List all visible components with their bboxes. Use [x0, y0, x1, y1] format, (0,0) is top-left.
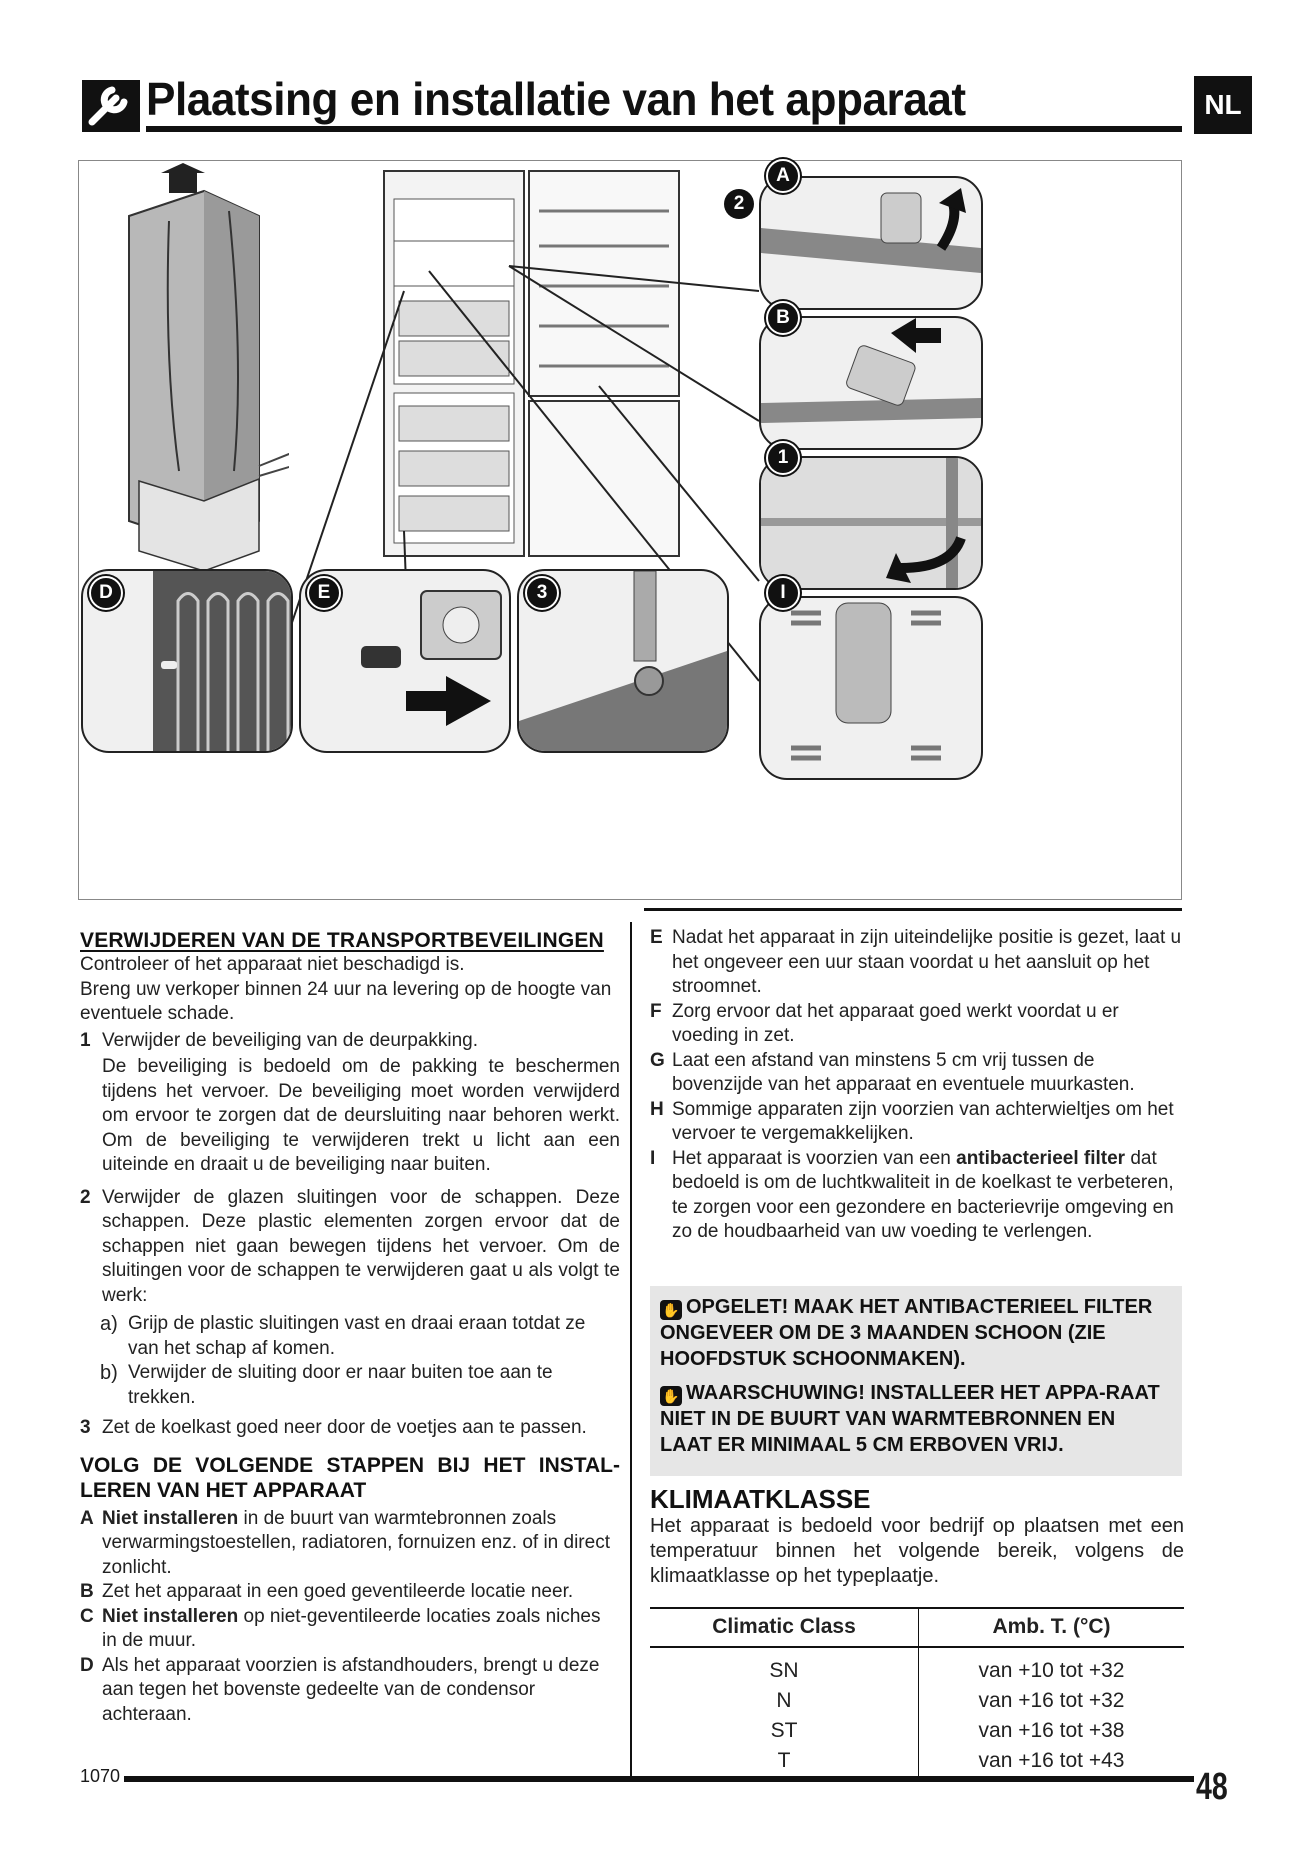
- climate-table: [650, 1607, 1184, 1776]
- document-code: 1070: [80, 1766, 121, 1786]
- install-b: B Zet het apparaat in een goed geventileerde locatie neer.: [80, 1581, 574, 1602]
- install-h: H Sommige apparaten zijn voorzien van achterwieltjes om het vervoer te vergemakkelijken.: [650, 1098, 1174, 1144]
- substep-b: b) Verwijder de sluiting door er naar buiten toe aan te trekken.: [100, 1362, 553, 1408]
- panel-b: [759, 316, 983, 450]
- install-g: G Laat een afstand van minstens 5 cm vrij tussen de bovenzijde van het apparaat en eventuele muurkasten.: [650, 1049, 1135, 1095]
- page-title: Plaatsing en installatie van het apparaat: [146, 73, 966, 125]
- install-e: E Nadat het apparaat in zijn uiteindelijke positie is gezet, laat u het ongeveer een uur staan voordat u het aansluit op het stroomnet.: [650, 927, 1182, 997]
- warning-heat-sources: ✋ WAARSCHUWING! INSTALLEER HET APPA-RAAT NIET IN DE BUURT VAN WARMTEBRONNEN EN LAAT ER MINIMAAL 5 CM ERBOVEN VRIJ.: [660, 1382, 1160, 1456]
- installation-illustration: [78, 160, 1182, 900]
- table-row: ST van +16 tot +38: [650, 1716, 1184, 1746]
- badge-2: 2: [724, 189, 754, 219]
- install-f: F Zorg ervoor dat het apparaat goed werkt voordat u er voeding in zet.: [650, 1000, 1119, 1046]
- warning-box: [650, 1286, 1182, 1476]
- intro-text-2: Breng uw verkoper binnen 24 uur na levering op de hoogte van eventuele schade.: [80, 978, 612, 1024]
- badge-a: A: [766, 159, 800, 193]
- page-number: 48: [1196, 1766, 1228, 1808]
- column-rule: [644, 908, 1182, 911]
- table-header: Amb. T. (°C): [919, 1608, 1185, 1647]
- substep-a: a) Grijp de plastic sluitingen vast en draai eraan totdat ze van het schap af komen.: [100, 1313, 586, 1359]
- hand-stop-icon: ✋: [660, 1300, 682, 1320]
- panel-1: [759, 456, 983, 590]
- badge-1: 1: [766, 441, 800, 475]
- klimaat-text: Het apparaat is bedoeld voor bedrijf op plaatsen met een temperatuur binnen het volgende bereik, volgens de klimaatklasse op het typeplaatje.: [650, 1515, 1184, 1587]
- right-column: [650, 926, 1190, 1245]
- step-1: 1 Verwijder de beveiliging van de deurpakking.: [80, 1029, 479, 1051]
- step-1-detail: De beveiliging is bedoeld om de pakking te beschermen tijdens het vervoer. De beveiliging moet worden verwijderd om ervoor te zorgen dat de deursluiting naar behoren werkt. Om de beveiliging te verwijderen trekt u licht aan een uiteinde en draait u de beveiliging naar buiten.: [102, 1056, 620, 1175]
- badge-b: B: [766, 301, 800, 335]
- badge-e: E: [307, 576, 341, 610]
- install-c: C Niet installeren op niet-geventileerde locaties zoals niches in de muur.: [80, 1605, 601, 1651]
- install-d: D Als het apparaat voorzien is afstandhouders, brengt u deze aan tegen het bovenste gedeelte van de condensor achteraan.: [80, 1654, 600, 1725]
- title-underline: [146, 126, 1182, 132]
- wrench-icon: [82, 80, 140, 132]
- intro-text-1: Controleer of het apparaat niet beschadigd is.: [80, 954, 465, 975]
- klimaat-section: [650, 1484, 1184, 1776]
- install-i: I Het apparaat is voorzien van een antibacterieel filter dat bedoeld is om de luchtkwaliteit in de koelkast te verbeteren, te zorgen voor een gezondere en bacterievrije omgeving en zo de houdbaarheid van uw voeding te verlengen.: [650, 1147, 1174, 1242]
- panel-i: [759, 596, 983, 780]
- left-column: [80, 928, 620, 1727]
- table-row: N van +16 tot +32: [650, 1686, 1184, 1716]
- heading-install: VOLG DE VOLGENDE STAPPEN BIJ HET INSTAL- LEREN VAN HET APPARAAT: [80, 1453, 620, 1502]
- badge-i: I: [766, 576, 800, 610]
- table-row: T van +16 tot +43: [650, 1746, 1184, 1776]
- table-header: Climatic Class: [650, 1608, 919, 1647]
- heading-transport: VERWIJDEREN VAN DE TRANSPORTBEVEILINGEN: [80, 929, 604, 952]
- leader-lines: [79, 161, 1183, 901]
- warning-clean-filter: ✋ OPGELET! MAAK HET ANTIBACTERIEEL FILTER ONGEVEER OM DE 3 MAANDEN SCHOON (ZIE HOOFDSTUK SCHOONMAKEN).: [660, 1296, 1153, 1370]
- step-3: 3 Zet de koelkast goed neer door de voetjes aan te passen.: [80, 1417, 587, 1438]
- panel-a: [759, 176, 983, 310]
- step-2: 2 Verwijder de glazen sluitingen voor de schappen. Deze schappen. Deze plastic elementen zorgen ervoor dat de schappen niet gaan bewegen tijdens het vervoer. Om de sluitingen voor de schappen te verwijderen gaat u als volgt te werk:: [80, 1186, 620, 1306]
- badge-3: 3: [525, 576, 559, 610]
- table-row: SN van +10 tot +32: [650, 1647, 1184, 1686]
- hand-stop-icon: ✋: [660, 1386, 682, 1406]
- badge-d: D: [89, 576, 123, 610]
- column-divider: [630, 922, 632, 1780]
- footer-rule: [124, 1776, 1194, 1782]
- language-badge: NL: [1194, 76, 1252, 134]
- klimaat-heading: KLIMAATKLASSE: [650, 1484, 871, 1514]
- install-a: A Niet installeren in de buurt van warmtebronnen zoals verwarmingstoestellen, radiatoren, fornuizen enz. of in direct zonlicht.: [80, 1507, 610, 1578]
